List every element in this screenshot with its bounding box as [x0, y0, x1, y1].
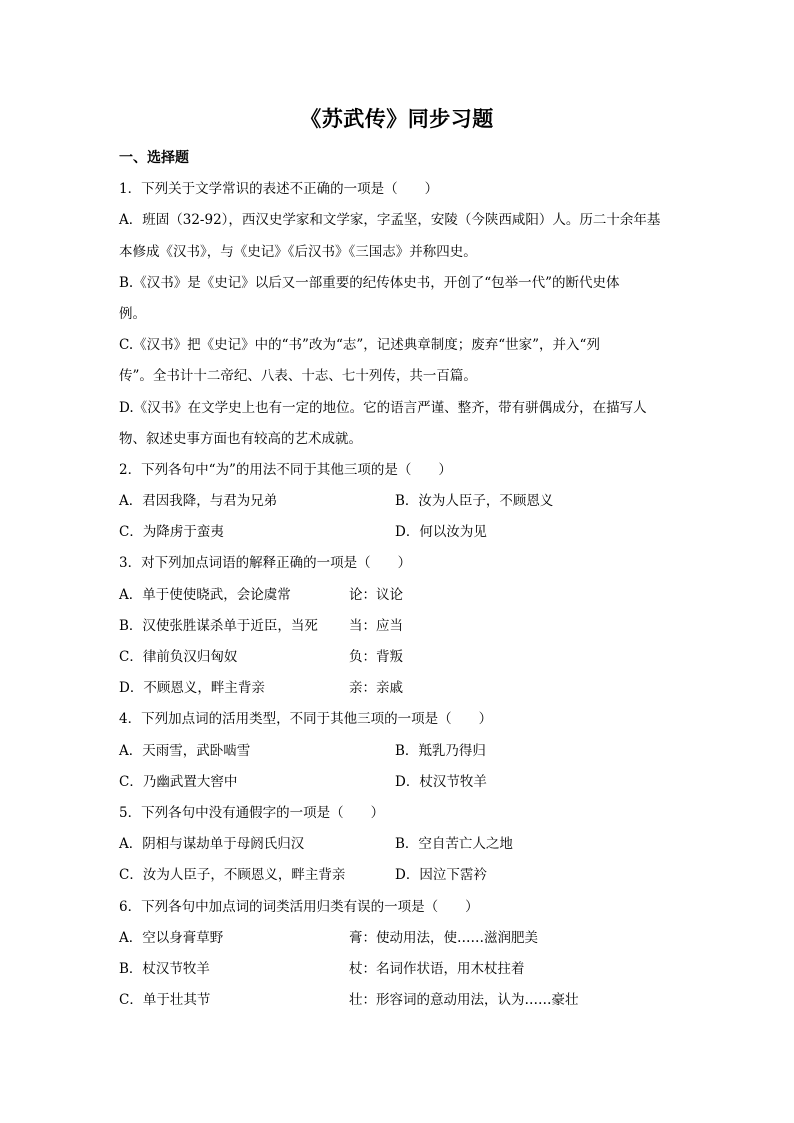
question-1-stem: 1．下列关于文学常识的表述不正确的一项是（ ）	[119, 181, 439, 198]
question-5-options-row-2	[119, 860, 679, 891]
question-5-stem: 5．下列各句中没有通假字的一项是（ ）	[119, 804, 385, 821]
question-1-option-a-line-2: 本修成《汉书》，与《史记》《后汉书》《三国志》并称四史。	[119, 243, 477, 260]
question-4-options-row-2	[119, 767, 679, 798]
question-1-option-a-line-1: A．班固（32-92），西汉史学家和文学家，字孟坚，安陵（今陕西咸阳）人。历二十余年基	[119, 212, 661, 229]
question-6-option-b: B．杖汉节牧羊	[119, 960, 210, 977]
question-5-option-c: C．汝为人臣子，不顾恩义，畔主背亲	[119, 867, 346, 884]
question-3-option-c: C．律前负汉归匈奴	[119, 649, 238, 665]
question-1-option-c-line-1: C.《汉书》把《史记》中的“书”改为“志”，记述典章制度；废弃“世家”，并入“列	[119, 337, 600, 354]
question-5-options-row-1	[119, 829, 679, 860]
question-5-option-a: A．阴相与谋劫单于母阏氏归汉	[119, 836, 305, 853]
question-2-option-c: C．为降虏于蛮夷	[119, 524, 224, 541]
question-3-stem: 3．对下列加点词语的解释正确的一项是（ ）	[119, 555, 412, 572]
question-3-option-d-note: 亲：亲戚	[349, 680, 403, 697]
question-3-option-d: D．不顾恩义，畔主背亲	[119, 680, 265, 697]
question-4-options-row-1	[119, 736, 679, 767]
question-4-option-c: C．乃幽武置大窖中	[119, 773, 238, 790]
question-6-stem: 6．下列各句中加点词的词类活用归类有误的一项是（ ）	[119, 898, 479, 915]
question-6-option-c: C．单于壮其节	[119, 992, 211, 1009]
question-3-option-b-row	[119, 611, 679, 642]
question-2-options-row-1	[119, 486, 679, 517]
question-1-option-b-line-1: B.《汉书》是《史记》以后又一部重要的纪传体史书，开创了“包举一代”的断代史体	[119, 274, 620, 291]
question-6-option-c-note: 壮：形容词的意动用法，认为……豪壮	[349, 992, 579, 1009]
question-5-option-b: B．空自苦亡人之地	[395, 836, 513, 853]
question-2-options-row-2	[119, 517, 679, 548]
question-3-option-d-row	[119, 673, 679, 704]
section-heading: 一、选择题	[119, 150, 189, 166]
document-body	[119, 143, 679, 1016]
question-1-option-c-line-2: 传”。全书计十二帝纪、八表、十志、七十列传，共一百篇。	[119, 368, 477, 385]
question-6-option-b-note: 杖：名词作状语，用木杖拄着	[349, 960, 525, 977]
question-6-option-a-note: 膏：使动用法，使……滋润肥美	[349, 929, 538, 946]
question-3-option-b: B．汉使张胜谋杀单于近臣，当死	[119, 617, 318, 634]
question-3-option-c-row	[119, 642, 679, 673]
question-2-stem: 2．下列各句中“为”的用法不同于其他三项的是（ ）	[119, 461, 452, 478]
question-3-option-a: A．单于使使晓武，会论虞常	[119, 586, 291, 603]
question-3-option-c-note: 负：背叛	[349, 649, 403, 665]
question-1-option-d-line-2: 物、叙述史事方面也有较高的艺术成就。	[119, 430, 362, 447]
question-2-option-b: B．汝为人臣子，不顾恩义	[395, 493, 554, 510]
question-2-option-d: D．何以汝为见	[395, 524, 487, 541]
question-6-option-c-row	[119, 985, 679, 1016]
question-1-option-d-line-1: D.《汉书》在文学史上也有一定的地位。它的语言严谨、整齐，带有骈偶成分，在描写人	[119, 399, 647, 416]
question-5-option-d: D．因泣下霑衿	[395, 867, 487, 884]
question-6-option-b-row	[119, 954, 679, 985]
question-3-option-a-row	[119, 580, 679, 611]
question-6-option-a: A．空以身膏草野	[119, 929, 224, 946]
question-1-option-b-line-2: 例。	[119, 305, 146, 322]
question-4-stem: 4．下列加点词的活用类型，不同于其他三项的一项是（ ）	[119, 711, 493, 728]
question-3-option-b-note: 当：应当	[349, 617, 403, 634]
question-3-option-a-note: 论：议论	[349, 586, 403, 603]
question-2-option-a: A．君因我降，与君为兄弟	[119, 493, 278, 510]
question-6-option-a-row	[119, 923, 679, 954]
question-4-option-a: A．天雨雪，武卧啮雪	[119, 742, 251, 759]
question-4-option-b: B．羝乳乃得归	[395, 742, 486, 759]
document-title: 《苏武传》同步习题	[300, 106, 494, 131]
question-4-option-d: D．杖汉节牧羊	[395, 773, 487, 790]
